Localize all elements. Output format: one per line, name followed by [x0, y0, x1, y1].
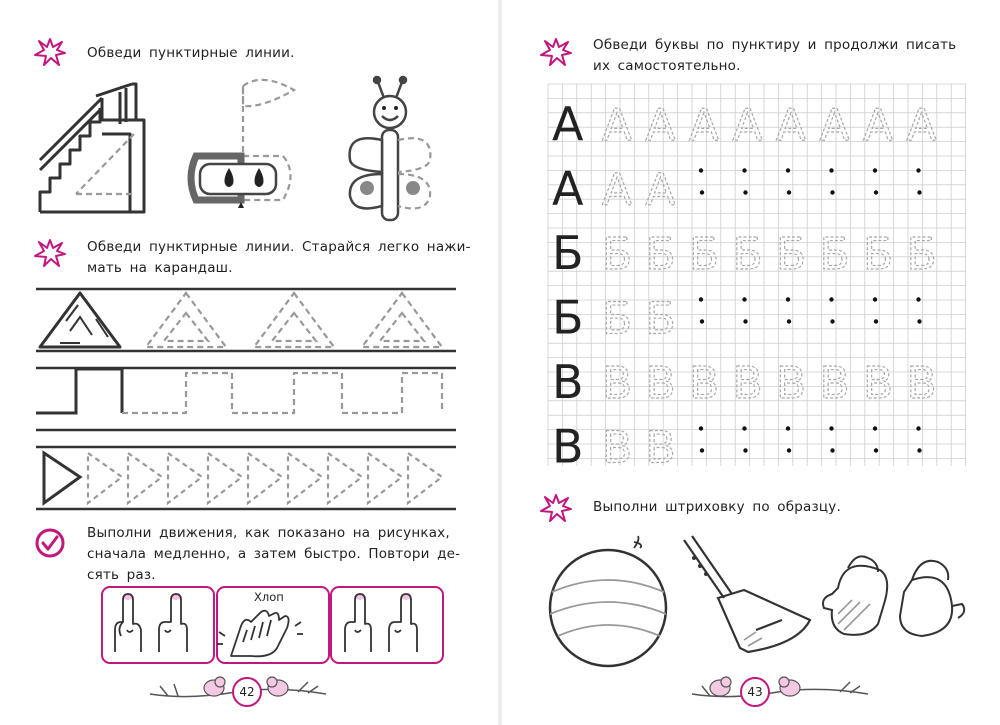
dot-guide: [786, 426, 790, 430]
instruction-line: сначала медленно, а затем быстро. Повтори де-: [87, 546, 461, 562]
instruction-line: сять раз.: [87, 567, 156, 583]
dashed-letter: В: [863, 358, 894, 409]
star-burst-icon: [34, 239, 66, 267]
dot-guide: [743, 190, 747, 194]
instruction-line: Выполни движения, как показано на рисунках,: [87, 525, 450, 541]
instruction-line: Обведи пунктирные линии. Старайся легко нажи-: [87, 239, 471, 255]
star-burst-icon: [34, 38, 66, 66]
star-burst-icon: [540, 494, 572, 522]
dashed-letter: Б: [819, 229, 850, 280]
check-circle-icon: [35, 528, 65, 558]
instruction-line: их самостоятельно.: [593, 58, 741, 74]
dot-guide: [829, 426, 833, 430]
instruction-trace-lines: Обведи пунктирные линии.: [87, 45, 295, 61]
dashed-letter: А: [732, 100, 763, 151]
page-gutter: [498, 0, 502, 725]
tracing-strips: [36, 285, 456, 515]
dot-guide: [743, 319, 747, 323]
dashed-letter: А: [819, 100, 850, 151]
instruction-movements: [87, 523, 460, 586]
letter-tracing-grid: [548, 84, 966, 474]
dashed-letter: В: [819, 358, 850, 409]
dot-guide: [700, 448, 704, 452]
dot-guide: [699, 297, 703, 301]
hatching-pictures: [548, 528, 968, 668]
dot-guide: [787, 190, 791, 194]
dot-guide: [787, 448, 791, 452]
dashed-letter: В: [732, 358, 763, 409]
instruction-line: Обведи буквы по пунктиру и продолжи писать: [593, 37, 957, 53]
dashed-letter: В: [689, 358, 720, 409]
dot-guide: [786, 297, 790, 301]
dashed-letter: А: [602, 100, 633, 151]
model-letter: Б: [552, 290, 584, 345]
dot-guide: [830, 190, 834, 194]
star-burst-icon: [540, 38, 572, 66]
page-number-left: 42: [232, 677, 262, 707]
dot-guide: [917, 190, 921, 194]
dot-guide: [787, 319, 791, 323]
dashed-letter: Б: [689, 229, 720, 280]
hand-gestures-icon: [101, 586, 446, 664]
dashed-letter: Б: [602, 229, 633, 280]
instruction-light-pressure: [87, 237, 471, 279]
dashed-letter: В: [602, 422, 633, 474]
dot-guide: [829, 297, 833, 301]
dashed-letter: В: [645, 358, 676, 409]
dot-guide: [917, 448, 921, 452]
instruction-hatching: Выполни штриховку по образцу.: [593, 499, 841, 515]
model-letter: А: [552, 161, 584, 216]
dashed-letter: В: [602, 358, 633, 409]
dot-guide: [874, 319, 878, 323]
dashed-letter: Б: [776, 229, 807, 280]
dashed-letter: Б: [732, 229, 763, 280]
dashed-letter: Б: [645, 229, 676, 280]
dashed-letter: Б: [863, 229, 894, 280]
dot-guide: [742, 168, 746, 172]
dashed-letter: Б: [645, 293, 676, 345]
dashed-letter: А: [863, 100, 894, 151]
dot-guide: [874, 448, 878, 452]
dot-guide: [699, 168, 703, 172]
model-letter: А: [552, 97, 584, 151]
dashed-letter: Б: [602, 293, 633, 345]
dashed-letter: В: [645, 422, 676, 474]
dot-guide: [743, 448, 747, 452]
dot-guide: [830, 448, 834, 452]
dashed-letter: А: [776, 100, 807, 151]
dot-guide: [742, 297, 746, 301]
dot-guide: [829, 168, 833, 172]
dot-guide: [916, 168, 920, 172]
dashed-letter: Б: [906, 229, 937, 280]
dot-guide: [830, 319, 834, 323]
dashed-letter: В: [776, 358, 807, 409]
dot-guide: [873, 297, 877, 301]
page-number-right: 43: [740, 677, 770, 707]
dot-guide: [742, 426, 746, 430]
bird-branch-icon: [690, 672, 870, 706]
instruction-line: мать на карандаш.: [87, 260, 233, 276]
instruction-trace-letters: [593, 35, 956, 77]
dot-guide: [699, 426, 703, 430]
dot-guide: [873, 168, 877, 172]
dot-guide: [916, 297, 920, 301]
model-letter: В: [552, 355, 584, 409]
dot-guide: [700, 319, 704, 323]
dot-guide: [700, 190, 704, 194]
dot-guide: [916, 426, 920, 430]
dot-guide: [786, 168, 790, 172]
dashed-letter: А: [906, 100, 937, 151]
model-letter: В: [552, 419, 584, 474]
dot-guide: [917, 319, 921, 323]
dot-guide: [873, 426, 877, 430]
dot-guide: [874, 190, 878, 194]
dashed-letter: А: [602, 164, 633, 216]
model-letter: Б: [552, 226, 584, 280]
dashed-letter: А: [645, 164, 676, 216]
dashed-letter: В: [906, 358, 937, 409]
clap-label: Хлоп: [254, 590, 284, 604]
dashed-letter: А: [689, 100, 720, 151]
dashed-letter: А: [645, 100, 676, 151]
tracing-pictures-row: [36, 74, 436, 224]
